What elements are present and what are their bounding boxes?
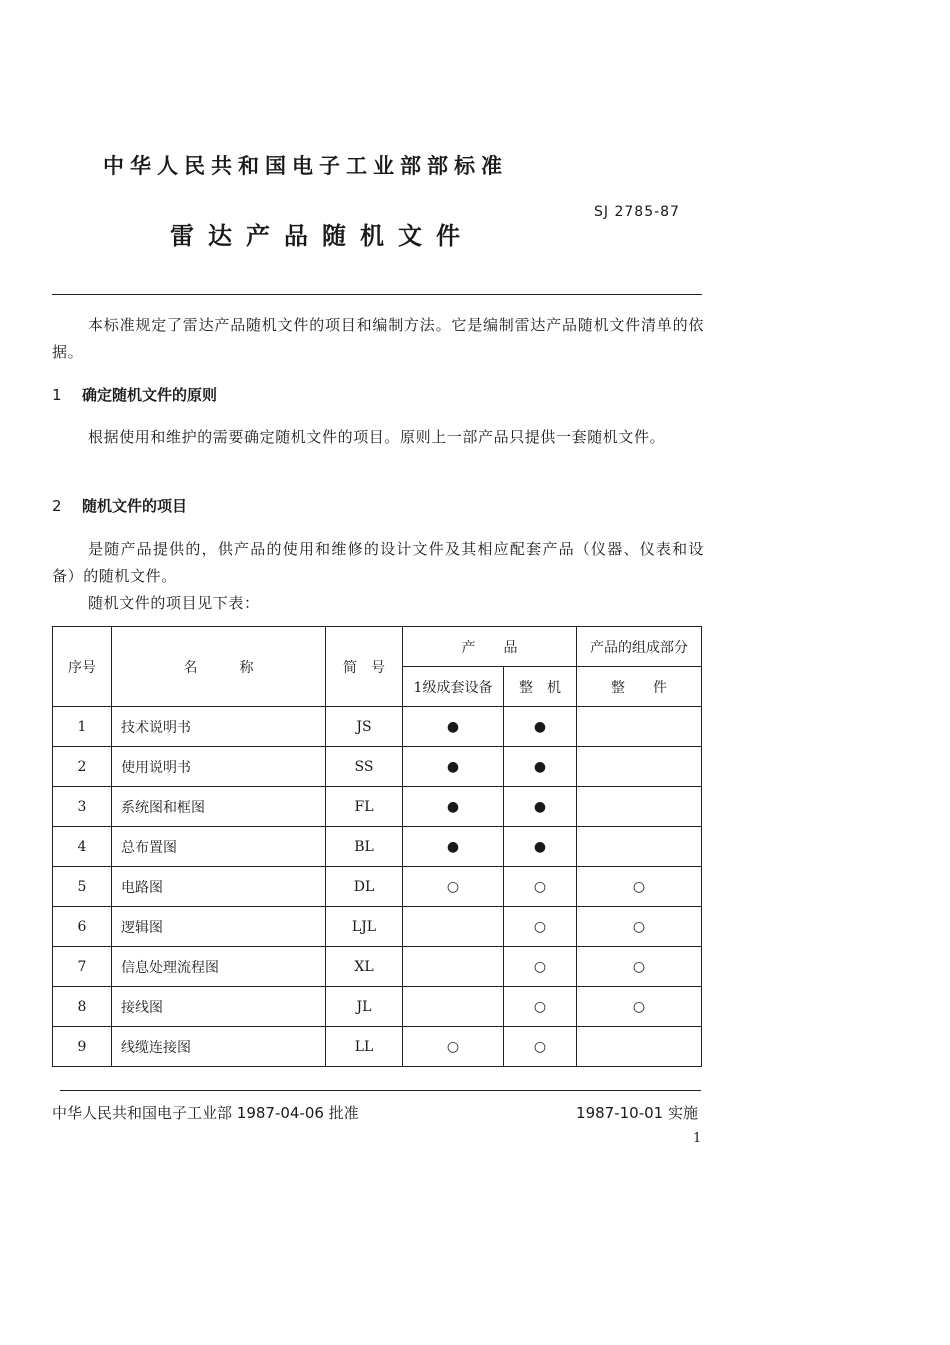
row-code: FL: [326, 787, 403, 827]
document-title: 雷达产品随机文件: [170, 222, 474, 250]
table-row: [53, 867, 702, 907]
row-code: JS: [326, 707, 403, 747]
row-code: BL: [326, 827, 403, 867]
row-name: 总布置图: [112, 827, 326, 867]
row-seq: 3: [53, 787, 112, 827]
row-part-mark: [577, 787, 702, 827]
header-component-part: 产品的组成部分: [577, 627, 702, 667]
section-2-heading: [52, 495, 187, 516]
section-2-title: 随机文件的项目: [82, 497, 188, 515]
row-seq: 1: [53, 707, 112, 747]
section-1-body: 根据使用和维护的需要确定随机文件的项目。原则上一部产品只提供一套随机文件。: [88, 428, 666, 446]
row-set-mark: ●: [403, 707, 504, 747]
row-code: LL: [326, 1027, 403, 1067]
row-set-mark: ○: [403, 867, 504, 907]
row-set-mark: [403, 987, 504, 1027]
row-code: JL: [326, 987, 403, 1027]
row-part-mark: ○: [577, 947, 702, 987]
row-code: XL: [326, 947, 403, 987]
row-part-mark: ○: [577, 987, 702, 1027]
row-seq: 4: [53, 827, 112, 867]
row-name: 线缆连接图: [112, 1027, 326, 1067]
row-machine-mark: ●: [504, 707, 577, 747]
table-row: [53, 1027, 702, 1067]
intro-paragraph: 本标准规定了雷达产品随机文件的项目和编制方法。它是编制雷达产品随机文件清单的依据。: [52, 316, 704, 361]
row-machine-mark: ○: [504, 987, 577, 1027]
table-row: [53, 827, 702, 867]
row-machine-mark: ●: [504, 747, 577, 787]
row-part-mark: ○: [577, 907, 702, 947]
row-seq: 5: [53, 867, 112, 907]
header-complete-machine: 整 机: [504, 667, 577, 707]
row-name: 信息处理流程图: [112, 947, 326, 987]
row-part-mark: [577, 1027, 702, 1067]
header-product: 产 品: [403, 627, 577, 667]
row-code: LJL: [326, 907, 403, 947]
row-set-mark: [403, 947, 504, 987]
row-set-mark: ●: [403, 747, 504, 787]
row-seq: 8: [53, 987, 112, 1027]
row-part-mark: [577, 827, 702, 867]
row-machine-mark: ○: [504, 1027, 577, 1067]
row-code: SS: [326, 747, 403, 787]
row-name: 使用说明书: [112, 747, 326, 787]
table-intro: 随机文件的项目见下表：: [88, 594, 260, 612]
footer-divider: [60, 1090, 701, 1091]
table-row: [53, 987, 702, 1027]
row-machine-mark: ○: [504, 907, 577, 947]
issuing-organization-heading: 中华人民共和国电子工业部部标准: [103, 154, 508, 178]
section-2-number: 2: [52, 497, 62, 515]
row-set-mark: ○: [403, 1027, 504, 1067]
row-code: DL: [326, 867, 403, 907]
row-part-mark: ○: [577, 867, 702, 907]
row-seq: 7: [53, 947, 112, 987]
row-part-mark: [577, 707, 702, 747]
row-name: 接线图: [112, 987, 326, 1027]
row-machine-mark: ○: [504, 867, 577, 907]
approval-note: 中华人民共和国电子工业部 1987-04-06 批准: [52, 1104, 359, 1122]
header-code: 简 号: [326, 627, 403, 707]
table-header-row: [53, 627, 702, 667]
row-name: 系统图和框图: [112, 787, 326, 827]
header-name: 名 称: [112, 627, 326, 707]
row-name: 技术说明书: [112, 707, 326, 747]
table-row: [53, 907, 702, 947]
header-level1-set: 1级成套设备: [403, 667, 504, 707]
section-1-heading: [52, 384, 217, 405]
implementation-date: 1987-10-01 实施: [576, 1104, 698, 1122]
row-set-mark: [403, 907, 504, 947]
section-1-number: 1: [52, 386, 62, 404]
row-part-mark: [577, 747, 702, 787]
header-part: 整 件: [577, 667, 702, 707]
row-set-mark: ●: [403, 787, 504, 827]
row-machine-mark: ●: [504, 827, 577, 867]
header-seq: 序号: [53, 627, 112, 707]
document-code: SJ 2785-87: [594, 204, 680, 220]
table-row: [53, 947, 702, 987]
row-name: 逻辑图: [112, 907, 326, 947]
header-divider: [52, 294, 702, 295]
table-row: [53, 747, 702, 787]
document-items-table: [52, 626, 702, 1067]
row-seq: 9: [53, 1027, 112, 1067]
row-machine-mark: ○: [504, 947, 577, 987]
row-seq: 2: [53, 747, 112, 787]
page-number: 1: [693, 1131, 702, 1146]
row-machine-mark: ●: [504, 787, 577, 827]
row-set-mark: ●: [403, 827, 504, 867]
table-row: [53, 707, 702, 747]
row-seq: 6: [53, 907, 112, 947]
row-name: 电路图: [112, 867, 326, 907]
section-1-title: 确定随机文件的原则: [82, 386, 218, 404]
section-2-body: 是随产品提供的，供产品的使用和维修的设计文件及其相应配套产品（仪器、仪表和设备）的随机文件。: [52, 540, 704, 585]
table-row: [53, 787, 702, 827]
